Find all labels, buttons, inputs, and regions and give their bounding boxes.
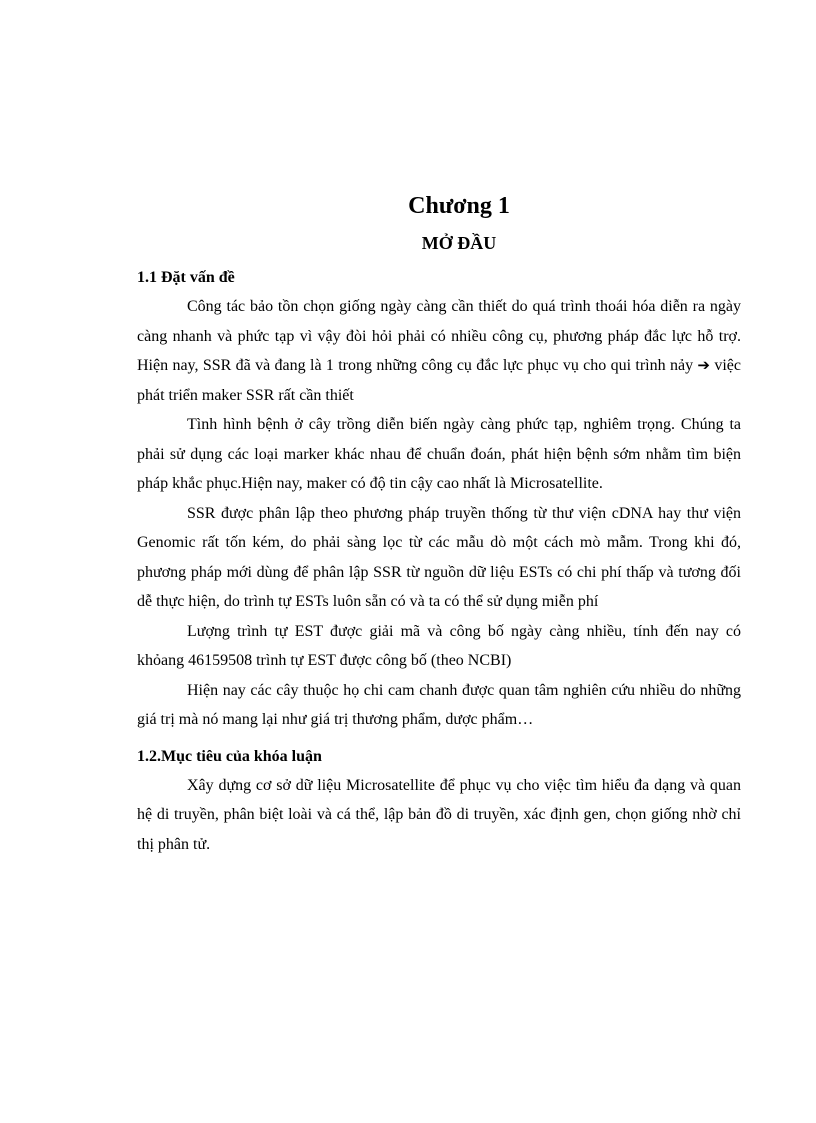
paragraph-1-1-2: Tình hình bệnh ở cây trồng diễn biến ngày càng phức tạp, nghiêm trọng. Chúng ta phải sử dụng các loại marker khác nhau để chuẩn đoán, phát hiện bệnh sớm nhằm tìm biện pháp khắc phục.Hiện nay, maker có độ tin cậy cao nhất là Microsatellite. bbox=[137, 416, 741, 492]
paragraph-text: việc phát triển maker SSR rất cần thiết bbox=[137, 357, 741, 404]
paragraph-1-1-3: SSR được phân lập theo phương pháp truyền thống từ thư viện cDNA hay thư viện Genomic rất tốn kém, do phải sàng lọc từ các mẫu dò một cách mò mẫm. Trong khi đó, phương pháp mới dùng để phân lập SSR từ nguồn dữ liệu ESTs có chi phí thấp và tương đối dễ thực hiện, do trình tự ESTs luôn sẵn có và ta có thể sử dụng miễn phí bbox=[137, 504, 741, 610]
chapter-title: Chương 1 bbox=[408, 193, 510, 219]
paragraph-1-2-1: Xây dựng cơ sở dữ liệu Microsatellite để phục vụ cho việc tìm hiểu đa dạng và quan hệ di truyền, phân biệt loài và cá thể, lập bản đồ di truyền, xác định gen, chọn giống nhờ chỉ thị phân tử. bbox=[137, 776, 741, 853]
right-arrow-icon: ➔ bbox=[697, 356, 710, 374]
paragraph-1-1-1 bbox=[137, 292, 741, 410]
section-heading-1-2: 1.2.Mục tiêu của khóa luận bbox=[137, 747, 322, 765]
section-heading-1-1: 1.1 Đặt vấn đề bbox=[137, 269, 235, 286]
page-content bbox=[137, 190, 741, 859]
paragraph-1-1-4: Lượng trình tự EST được giải mã và công bố ngày càng nhiều, tính đến nay có khỏang 46159508 trình tự EST được công bố (theo NCBI) bbox=[137, 622, 741, 669]
paragraph-1-1-5: Hiện nay các cây thuộc họ chi cam chanh được quan tâm nghiên cứu nhiều do những giá trị mà nó mang lại như giá trị thương phẩm, dược phẩm… bbox=[137, 681, 741, 728]
chapter-subtitle: MỞ ĐẦU bbox=[421, 233, 497, 253]
paragraph-text: Công tác bảo tồn chọn giống ngày càng cần thiết do quá trình thoái hóa diễn ra ngày càng nhanh và phức tạp vì vậy đòi hỏi phải có nhiều công cụ, phương pháp đắc lực hỗ trợ. Hiện nay, SSR đã và đang là 1 trong những công cụ đắc lực phục vụ cho qui trình nảy bbox=[137, 298, 741, 374]
